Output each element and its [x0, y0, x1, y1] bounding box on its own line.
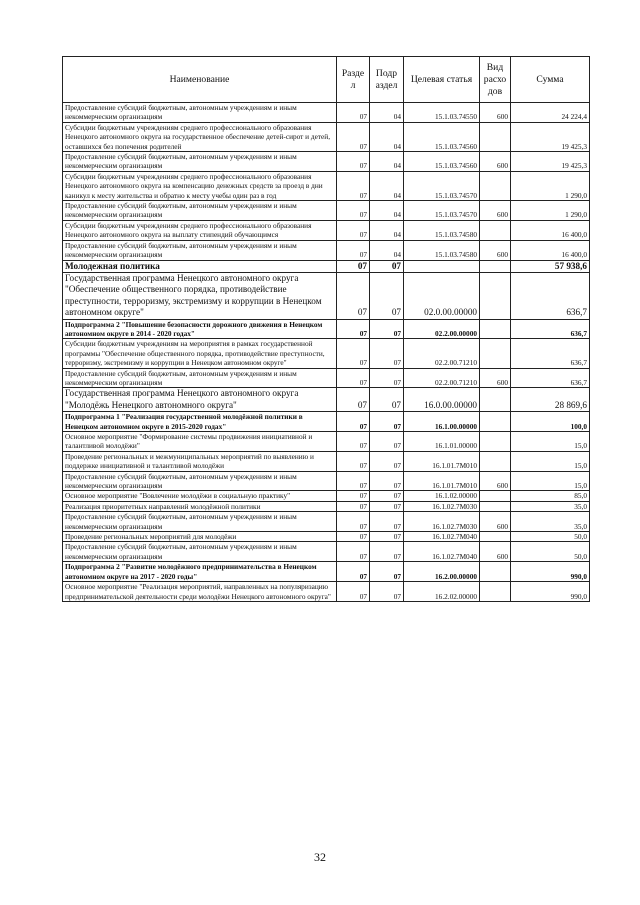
- cell-sum: 35,0: [511, 501, 590, 511]
- cell-kind: 600: [480, 103, 511, 123]
- cell-razdel: 07: [337, 432, 370, 452]
- cell-name: Предоставление субсидий бюджетным, автономным учреждениям и иным некоммерческим организациям: [63, 152, 337, 172]
- cell-target: 02.2.00.71210: [404, 339, 480, 368]
- table-row: [63, 542, 590, 562]
- cell-podrazdel: 07: [370, 319, 404, 339]
- cell-razdel: 07: [337, 582, 370, 602]
- cell-podrazdel: 07: [370, 542, 404, 562]
- cell-name: Предоставление субсидий бюджетным, автономным учреждениям и иным некоммерческим организациям: [63, 471, 337, 491]
- cell-razdel: 07: [337, 412, 370, 432]
- cell-name: Основное мероприятие "Формирование системы продвижения инициативной и талантливой молодёжи": [63, 432, 337, 452]
- cell-target: [404, 260, 480, 272]
- cell-sum: 24 224,4: [511, 103, 590, 123]
- cell-kind: [480, 582, 511, 602]
- cell-razdel: 07: [337, 501, 370, 511]
- table-row: [63, 152, 590, 172]
- cell-name: Предоставление субсидий бюджетным, автономным учреждениям и иным некоммерческим организациям: [63, 240, 337, 260]
- table-row: [63, 339, 590, 368]
- cell-podrazdel: 07: [370, 471, 404, 491]
- cell-razdel: 07: [337, 272, 370, 319]
- cell-target: 15.1.03.74580: [404, 240, 480, 260]
- cell-sum: 636,7: [511, 368, 590, 388]
- cell-razdel: 07: [337, 260, 370, 272]
- cell-sum: 19 425,3: [511, 152, 590, 172]
- cell-razdel: 07: [337, 122, 370, 151]
- cell-sum: 50,0: [511, 542, 590, 562]
- cell-podrazdel: 04: [370, 152, 404, 172]
- cell-kind: [480, 220, 511, 240]
- table-row: [63, 220, 590, 240]
- cell-kind: [480, 562, 511, 582]
- cell-kind: [480, 532, 511, 542]
- cell-kind: [480, 451, 511, 471]
- cell-target: 16.0.00.00000: [404, 388, 480, 412]
- cell-target: 15.1.03.74570: [404, 201, 480, 221]
- cell-podrazdel: 07: [370, 582, 404, 602]
- cell-target: 16.1.02.7М030: [404, 512, 480, 532]
- cell-kind: [480, 339, 511, 368]
- cell-target: 02.2.00.00000: [404, 319, 480, 339]
- header-sum: Сумма: [511, 57, 590, 103]
- table-row: [63, 103, 590, 123]
- cell-target: 16.2.02.00000: [404, 582, 480, 602]
- cell-target: 16.1.02.7М030: [404, 501, 480, 511]
- cell-sum: 100,0: [511, 412, 590, 432]
- header-kind: Вид расхо дов: [480, 57, 511, 103]
- cell-kind: 600: [480, 471, 511, 491]
- cell-podrazdel: 07: [370, 412, 404, 432]
- cell-podrazdel: 07: [370, 512, 404, 532]
- cell-name: Основное мероприятие "Вовлечение молодёжи в социальную практику": [63, 491, 337, 501]
- cell-target: 02.2.00.71210: [404, 368, 480, 388]
- cell-target: 16.1.01.00000: [404, 432, 480, 452]
- cell-podrazdel: 07: [370, 339, 404, 368]
- cell-sum: 16 400,0: [511, 220, 590, 240]
- cell-name: Проведение региональных мероприятий для молодёжи: [63, 532, 337, 542]
- cell-kind: 600: [480, 240, 511, 260]
- cell-name: Проведение региональных и межмуниципальных мероприятий по выявлению и поддержке инициативной и талантливой молодёжи: [63, 451, 337, 471]
- cell-sum: 50,0: [511, 532, 590, 542]
- cell-name: Молодежная политика: [63, 260, 337, 272]
- table-body: [63, 103, 590, 602]
- cell-target: 16.1.02.7М040: [404, 542, 480, 562]
- cell-podrazdel: 07: [370, 272, 404, 319]
- cell-podrazdel: 04: [370, 171, 404, 200]
- header-podrazdel: Подр аздел: [370, 57, 404, 103]
- cell-target: 15.1.03.74550: [404, 103, 480, 123]
- table-row: [63, 501, 590, 511]
- cell-kind: [480, 388, 511, 412]
- cell-name: Основное мероприятие "Реализация мероприятий, направленных на популяризацию предпринимательской деятельности среди молодёжи Ненецкого автономного округа": [63, 582, 337, 602]
- cell-razdel: 07: [337, 451, 370, 471]
- table-header-row: [63, 57, 590, 103]
- cell-name: Субсидии бюджетным учреждениям среднего профессионального образования Ненецкого автономного округа на выплату стипендий обучающимся: [63, 220, 337, 240]
- table-row: [63, 562, 590, 582]
- cell-razdel: 07: [337, 512, 370, 532]
- cell-sum: 35,0: [511, 512, 590, 532]
- cell-name: Подпрограмма 2 "Развитие молодёжного предпринимательства в Ненецком автономном округе на 2017 - 2020 годы": [63, 562, 337, 582]
- cell-target: 16.1.01.7М010: [404, 471, 480, 491]
- cell-sum: 16 400,0: [511, 240, 590, 260]
- cell-podrazdel: 07: [370, 501, 404, 511]
- cell-podrazdel: 04: [370, 220, 404, 240]
- cell-name: Предоставление субсидий бюджетным, автономным учреждениям и иным некоммерческим организациям: [63, 201, 337, 221]
- cell-target: 16.1.02.7М040: [404, 532, 480, 542]
- cell-name: Предоставление субсидий бюджетным, автономным учреждениям и иным некоммерческим организациям: [63, 103, 337, 123]
- cell-kind: [480, 319, 511, 339]
- cell-name: Предоставление субсидий бюджетным, автономным учреждениям и иным некоммерческим организациям: [63, 512, 337, 532]
- cell-sum: 57 938,6: [511, 260, 590, 272]
- cell-podrazdel: 07: [370, 388, 404, 412]
- table-row: [63, 582, 590, 602]
- table-row: [63, 122, 590, 151]
- table-row: [63, 451, 590, 471]
- budget-table: [62, 56, 590, 602]
- cell-sum: 990,0: [511, 562, 590, 582]
- cell-kind: [480, 412, 511, 432]
- cell-razdel: 07: [337, 171, 370, 200]
- cell-razdel: 07: [337, 319, 370, 339]
- table-row: [63, 532, 590, 542]
- table-row: [63, 471, 590, 491]
- table-row: [63, 260, 590, 272]
- cell-target: 16.1.02.00000: [404, 491, 480, 501]
- cell-name: Предоставление субсидий бюджетным, автономным учреждениям и иным некоммерческим организациям: [63, 368, 337, 388]
- header-name: Наименование: [63, 57, 337, 103]
- table-row: [63, 240, 590, 260]
- cell-name: Подпрограмма 1 "Реализация государственной молодёжной политики в Ненецком автономном округе в 2015-2020 годах": [63, 412, 337, 432]
- cell-razdel: 07: [337, 220, 370, 240]
- cell-kind: 600: [480, 512, 511, 532]
- table-row: [63, 432, 590, 452]
- cell-sum: 990,0: [511, 582, 590, 602]
- cell-podrazdel: 07: [370, 432, 404, 452]
- cell-target: 15.1.03.74570: [404, 171, 480, 200]
- cell-target: 15.1.03.74560: [404, 152, 480, 172]
- cell-podrazdel: 07: [370, 451, 404, 471]
- cell-kind: [480, 432, 511, 452]
- cell-name: Субсидии бюджетным учреждениям на мероприятия в рамках государственной программы "Обеспечение общественного порядка, противодействие преступности, терроризму, экстремизму и коррупции в Ненецком автономном округе": [63, 339, 337, 368]
- cell-sum: 636,7: [511, 272, 590, 319]
- cell-podrazdel: 04: [370, 103, 404, 123]
- cell-target: 16.2.00.00000: [404, 562, 480, 582]
- cell-target: 16.1.00.00000: [404, 412, 480, 432]
- cell-kind: [480, 272, 511, 319]
- cell-name: Субсидии бюджетным учреждениям среднего профессионального образования Ненецкого автономного округа на государственное обеспечение детей-сирот и детей, оставшихся без попечения родителей: [63, 122, 337, 151]
- cell-sum: 636,7: [511, 339, 590, 368]
- cell-target: 16.1.01.7М010: [404, 451, 480, 471]
- cell-sum: 636,7: [511, 319, 590, 339]
- cell-name: Государственная программа Ненецкого автономного округа "Обеспечение общественного порядка, противодействие преступности, терроризму, экстремизму и коррупции в Ненецком автономном округе": [63, 272, 337, 319]
- cell-sum: 15,0: [511, 451, 590, 471]
- cell-razdel: 07: [337, 491, 370, 501]
- cell-razdel: 07: [337, 562, 370, 582]
- header-razdel: Разде л: [337, 57, 370, 103]
- table-row: [63, 491, 590, 501]
- cell-podrazdel: 04: [370, 122, 404, 151]
- cell-razdel: 07: [337, 388, 370, 412]
- cell-razdel: 07: [337, 152, 370, 172]
- cell-name: Субсидии бюджетным учреждениям среднего профессионального образования Ненецкого автономного округа на компенсацию денежных средств за проезд в дни каникул к месту жительства и обратно к месту учебы один раз в год: [63, 171, 337, 200]
- cell-podrazdel: 07: [370, 368, 404, 388]
- cell-sum: 19 425,3: [511, 122, 590, 151]
- cell-razdel: 07: [337, 240, 370, 260]
- cell-target: 15.1.03.74560: [404, 122, 480, 151]
- cell-podrazdel: 07: [370, 532, 404, 542]
- table-row: [63, 368, 590, 388]
- cell-name: Предоставление субсидий бюджетным, автономным учреждениям и иным некоммерческим организациям: [63, 542, 337, 562]
- header-target: Целевая статья: [404, 57, 480, 103]
- table-row: [63, 512, 590, 532]
- cell-sum: 85,0: [511, 491, 590, 501]
- cell-sum: 28 869,6: [511, 388, 590, 412]
- cell-sum: 1 290,0: [511, 201, 590, 221]
- cell-razdel: 07: [337, 471, 370, 491]
- table-row: [63, 201, 590, 221]
- cell-podrazdel: 07: [370, 260, 404, 272]
- cell-kind: [480, 122, 511, 151]
- table-row: [63, 412, 590, 432]
- page-number: 32: [314, 850, 326, 864]
- cell-name: Реализация приоритетных направлений молодёжной политики: [63, 501, 337, 511]
- cell-kind: [480, 260, 511, 272]
- cell-razdel: 07: [337, 368, 370, 388]
- cell-kind: 600: [480, 368, 511, 388]
- cell-razdel: 07: [337, 542, 370, 562]
- cell-target: 02.0.00.00000: [404, 272, 480, 319]
- cell-kind: [480, 171, 511, 200]
- cell-kind: 600: [480, 201, 511, 221]
- cell-podrazdel: 07: [370, 562, 404, 582]
- cell-sum: 15,0: [511, 432, 590, 452]
- table-row: [63, 171, 590, 200]
- cell-sum: 1 290,0: [511, 171, 590, 200]
- cell-name: Подпрограмма 2 "Повышение безопасности дорожного движения в Ненецком автономном округе в 2014 - 2020 годах": [63, 319, 337, 339]
- cell-kind: [480, 491, 511, 501]
- table-row: [63, 319, 590, 339]
- cell-razdel: 07: [337, 201, 370, 221]
- cell-razdel: 07: [337, 339, 370, 368]
- cell-target: 15.1.03.74580: [404, 220, 480, 240]
- cell-sum: 15,0: [511, 471, 590, 491]
- cell-name: Государственная программа Ненецкого автономного округа "Молодёжь Ненецкого автономного округа": [63, 388, 337, 412]
- cell-razdel: 07: [337, 103, 370, 123]
- cell-kind: 600: [480, 152, 511, 172]
- cell-podrazdel: 04: [370, 201, 404, 221]
- cell-kind: [480, 501, 511, 511]
- cell-podrazdel: 07: [370, 491, 404, 501]
- table-row: [63, 388, 590, 412]
- cell-kind: 600: [480, 542, 511, 562]
- cell-razdel: 07: [337, 532, 370, 542]
- cell-podrazdel: 04: [370, 240, 404, 260]
- table-row: [63, 272, 590, 319]
